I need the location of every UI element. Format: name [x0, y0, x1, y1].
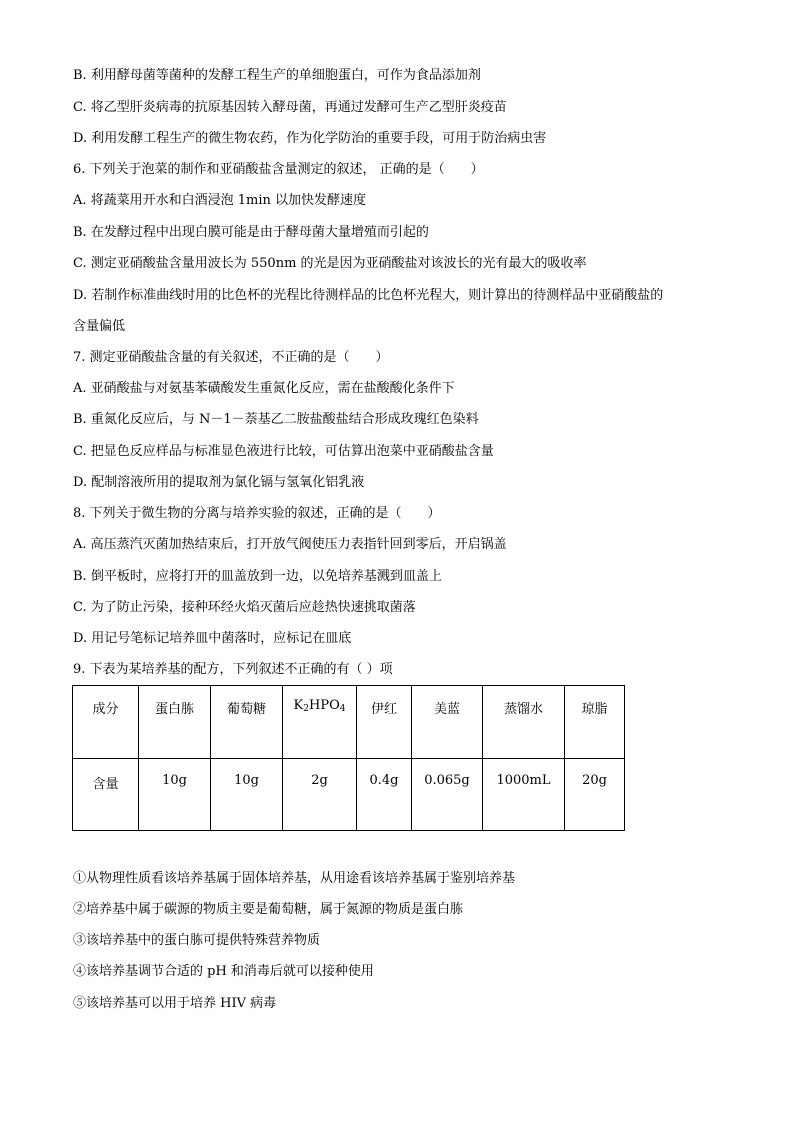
- q6-option-d-line2: 含量偏低: [73, 319, 126, 334]
- table-header-row: [73, 686, 625, 759]
- q9-statement-3: ③该培养基中的蛋白胨可提供特殊营养物质: [73, 933, 321, 948]
- table-header-cell: 蒸馏水: [483, 686, 565, 759]
- q5-option-b: B. 利用酵母菌等菌种的发酵工程生产的单细胞蛋白，可作为食品添加剂: [73, 68, 481, 83]
- table-cell: 10g: [211, 759, 283, 831]
- q9-statement-2: ②培养基中属于碳源的物质主要是葡萄糖，属于氮源的物质是蛋白胨: [73, 902, 464, 917]
- table-cell: 含量: [73, 759, 139, 831]
- table-cell: 10g: [139, 759, 211, 831]
- q8-stem: 8. 下列关于微生物的分离与培养实验的叙述，正确的是（ ）: [73, 506, 441, 521]
- q9-statement-4: ④该培养基调节合适的 pH 和消毒后就可以接种使用: [73, 964, 374, 979]
- q6-option-c: C. 测定亚硝酸盐含量用波长为 550nm 的光是因为亚硝酸盐对该波长的光有最大的吸收率: [73, 256, 587, 271]
- table-header-cell: 琼脂: [565, 686, 625, 759]
- table-header-cell: 伊红: [357, 686, 412, 759]
- table-row: [73, 759, 625, 831]
- q6-option-a: A. 将蔬菜用开水和白酒浸泡 1min 以加快发酵速度: [73, 193, 367, 208]
- q8-option-b: B. 倒平板时，应将打开的皿盖放到一边，以免培养基溅到皿盖上: [73, 569, 442, 584]
- table-cell: 2g: [283, 759, 357, 831]
- table-cell: 0.4g: [357, 759, 412, 831]
- q7-option-c: C. 把显色反应样品与标准显色液进行比较，可估算出泡菜中亚硝酸盐含量: [73, 444, 494, 459]
- q5-option-c: C. 将乙型肝炎病毒的抗原基因转入酵母菌，再通过发酵可生产乙型肝炎疫苗: [73, 100, 507, 115]
- q8-option-a: A. 高压蒸汽灭菌加热结束后，打开放气阀使压力表指针回到零后，开启锅盖: [73, 537, 507, 552]
- table-header-cell: 葡萄糖: [211, 686, 283, 759]
- table-header-cell: 美蓝: [412, 686, 483, 759]
- table-cell: 20g: [565, 759, 625, 831]
- q9-statement-5: ⑤该培养基可以用于培养 HIV 病毒: [73, 996, 277, 1011]
- q7-stem: 7. 测定亚硝酸盐含量的有关叙述，不正确的是（ ）: [73, 350, 389, 365]
- table-header-cell-k2hpo4: $K_2HPO_4$: [283, 686, 357, 759]
- table-cell: 1000mL: [483, 759, 565, 831]
- q8-option-d: D. 用记号笔标记培养皿中菌落时，应标记在皿底: [73, 631, 352, 646]
- table-header-cell: 成分: [73, 686, 139, 759]
- q6-option-b: B. 在发酵过程中出现白膜可能是由于酵母菌大量增殖而引起的: [73, 225, 429, 240]
- q6-option-d-line1: D. 若制作标准曲线时用的比色杯的光程比待测样品的比色杯光程大，则计算出的待测样品中亚硝酸盐的: [73, 288, 664, 303]
- q7-option-d: D. 配制溶液所用的提取剂为氯化镉与氢氧化铝乳液: [73, 475, 365, 490]
- q7-option-a: A. 亚硝酸盐与对氨基苯磺酸发生重氮化反应，需在盐酸酸化条件下: [73, 381, 455, 396]
- q5-option-d: D. 利用发酵工程生产的微生物农药，作为化学防治的重要手段，可用于防治病虫害: [73, 131, 547, 146]
- q7-option-b: B. 重氮化反应后，与 N－1－萘基乙二胺盐酸盐结合形成玫瑰红色染料: [73, 412, 479, 427]
- table-cell: 0.065g: [412, 759, 483, 831]
- medium-recipe-table: [72, 685, 625, 831]
- q8-option-c: C. 为了防止污染，接种环经火焰灭菌后应趁热快速挑取菌落: [73, 600, 416, 615]
- q9-stem: 9. 下表为某培养基的配方，下列叙述不正确的有（ ）项: [73, 662, 393, 677]
- q9-statement-1: ①从物理性质看该培养基属于固体培养基，从用途看该培养基属于鉴别培养基: [73, 871, 516, 886]
- table-header-cell: 蛋白胨: [139, 686, 211, 759]
- q6-stem: 6. 下列关于泡菜的制作和亚硝酸盐含量测定的叙述， 正确的是（ ）: [73, 162, 484, 177]
